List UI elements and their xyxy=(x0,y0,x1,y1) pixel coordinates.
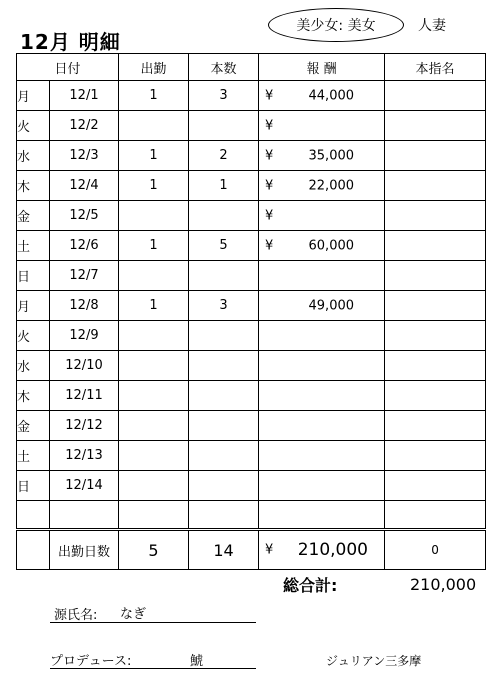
yen-symbol: ¥ xyxy=(265,178,274,193)
yen-symbol: ¥ xyxy=(265,88,274,103)
date-cell: 12/2 xyxy=(50,111,119,141)
count-cell: 2 xyxy=(189,141,259,171)
count-cell xyxy=(189,411,259,441)
stage-name-value: なぎ xyxy=(120,607,147,622)
blank-cell xyxy=(50,501,119,530)
header-attendance: 出勤 xyxy=(119,54,189,81)
pay-cell xyxy=(259,291,385,321)
pay-cell xyxy=(259,141,385,171)
date-cell: 12/3 xyxy=(50,141,119,171)
day-of-week-cell: 土 xyxy=(17,441,50,471)
pay-cell xyxy=(259,411,385,441)
date-cell: 12/13 xyxy=(50,441,119,471)
nomination-cell xyxy=(385,381,486,411)
table-row xyxy=(17,201,486,231)
count-cell xyxy=(189,261,259,291)
total-nomination: 0 xyxy=(385,530,486,570)
pay-amount: 44,000 xyxy=(308,88,355,103)
pay-cell xyxy=(259,231,385,261)
pay-cell xyxy=(259,171,385,201)
attendance-cell xyxy=(119,201,189,231)
total-attendance: 5 xyxy=(119,530,189,570)
count-cell xyxy=(189,441,259,471)
attendance-cell: 1 xyxy=(119,141,189,171)
header-count: 本数 xyxy=(189,54,259,81)
earnings-table xyxy=(16,53,486,570)
count-cell: 5 xyxy=(189,231,259,261)
nomination-cell xyxy=(385,321,486,351)
date-cell: 12/9 xyxy=(50,321,119,351)
day-of-week-cell: 火 xyxy=(17,111,50,141)
blank-cell xyxy=(259,501,385,530)
date-cell: 12/10 xyxy=(50,351,119,381)
attendance-cell xyxy=(119,411,189,441)
pay-cell xyxy=(259,471,385,501)
date-cell: 12/4 xyxy=(50,171,119,201)
blank-cell xyxy=(119,501,189,530)
attendance-cell xyxy=(119,111,189,141)
type-selected-badge: 美少女: 美女 xyxy=(268,8,404,42)
nomination-cell xyxy=(385,171,486,201)
table-header-row xyxy=(17,54,486,81)
page-title: 12月 明細 xyxy=(20,30,121,54)
pay-amount: 22,000 xyxy=(308,178,355,193)
type-alt-label: 人妻 xyxy=(418,18,446,34)
earnings-table-body xyxy=(17,54,486,570)
attendance-cell xyxy=(119,381,189,411)
nomination-cell xyxy=(385,261,486,291)
header-date: 日付 xyxy=(17,54,119,81)
count-cell xyxy=(189,351,259,381)
pay-amount: 60,000 xyxy=(308,238,355,253)
blank-cell xyxy=(189,501,259,530)
attendance-cell xyxy=(119,471,189,501)
pay-amount: 49,000 xyxy=(308,298,355,313)
blank-cell xyxy=(385,501,486,530)
pay-cell xyxy=(259,81,385,111)
day-of-week-cell: 水 xyxy=(17,141,50,171)
pay-cell xyxy=(259,381,385,411)
producer-underline xyxy=(50,668,256,669)
count-cell: 3 xyxy=(189,81,259,111)
header-nomination: 本指名 xyxy=(385,54,486,81)
table-row xyxy=(17,381,486,411)
date-cell: 12/11 xyxy=(50,381,119,411)
attendance-cell xyxy=(119,261,189,291)
yen-symbol: ¥ xyxy=(265,118,274,133)
blank-row xyxy=(17,501,486,530)
day-of-week-cell: 金 xyxy=(17,201,50,231)
pay-cell xyxy=(259,441,385,471)
count-cell: 1 xyxy=(189,171,259,201)
day-of-week-cell: 木 xyxy=(17,381,50,411)
table-row xyxy=(17,321,486,351)
table-row xyxy=(17,141,486,171)
day-of-week-cell: 日 xyxy=(17,261,50,291)
yen-symbol: ¥ xyxy=(265,148,274,163)
nomination-cell xyxy=(385,111,486,141)
stage-name-label: 源氏名: xyxy=(54,608,98,623)
pay-cell xyxy=(259,321,385,351)
shop-name: ジュリアン三多摩 xyxy=(326,654,422,668)
pay-amount: 35,000 xyxy=(308,148,355,163)
date-cell: 12/5 xyxy=(50,201,119,231)
table-row xyxy=(17,171,486,201)
nomination-cell xyxy=(385,351,486,381)
nomination-cell xyxy=(385,141,486,171)
nomination-cell xyxy=(385,81,486,111)
nomination-cell xyxy=(385,441,486,471)
count-cell xyxy=(189,381,259,411)
day-of-week-cell: 月 xyxy=(17,81,50,111)
header-pay: 報 酬 xyxy=(259,54,385,81)
day-of-week-cell: 日 xyxy=(17,471,50,501)
stage-name-underline xyxy=(50,622,256,623)
count-cell xyxy=(189,111,259,141)
table-row xyxy=(17,471,486,501)
day-of-week-cell: 木 xyxy=(17,171,50,201)
attendance-cell: 1 xyxy=(119,81,189,111)
attendance-cell: 1 xyxy=(119,171,189,201)
date-cell: 12/1 xyxy=(50,81,119,111)
nomination-cell xyxy=(385,291,486,321)
date-cell: 12/14 xyxy=(50,471,119,501)
total-count: 14 xyxy=(189,530,259,570)
table-row xyxy=(17,291,486,321)
total-pay xyxy=(259,530,385,570)
day-of-week-cell: 金 xyxy=(17,411,50,441)
attendance-cell xyxy=(119,441,189,471)
totals-label: 出勤日数 xyxy=(50,530,119,570)
table-row xyxy=(17,261,486,291)
date-cell: 12/6 xyxy=(50,231,119,261)
count-cell xyxy=(189,201,259,231)
yen-symbol: ¥ xyxy=(265,208,274,223)
pay-cell xyxy=(259,111,385,141)
count-cell: 3 xyxy=(189,291,259,321)
table-row xyxy=(17,351,486,381)
date-cell: 12/8 xyxy=(50,291,119,321)
table-row xyxy=(17,231,486,261)
grand-total-label: 総合計: xyxy=(283,576,338,595)
pay-cell xyxy=(259,261,385,291)
totals-row xyxy=(17,530,486,570)
nomination-cell xyxy=(385,231,486,261)
pay-amount: 210,000 xyxy=(297,540,369,560)
day-of-week-cell: 水 xyxy=(17,351,50,381)
attendance-cell: 1 xyxy=(119,291,189,321)
totals-empty-cell xyxy=(17,530,50,570)
count-cell xyxy=(189,471,259,501)
day-of-week-cell: 月 xyxy=(17,291,50,321)
table-row xyxy=(17,81,486,111)
producer-value: 鯱 xyxy=(190,654,204,669)
nomination-cell xyxy=(385,471,486,501)
nomination-cell xyxy=(385,201,486,231)
yen-symbol: ¥ xyxy=(265,238,274,253)
date-cell: 12/12 xyxy=(50,411,119,441)
table-row xyxy=(17,411,486,441)
producer-label: プロデュース: xyxy=(50,654,132,669)
table-row xyxy=(17,111,486,141)
date-cell: 12/7 xyxy=(50,261,119,291)
nomination-cell xyxy=(385,411,486,441)
day-of-week-cell: 土 xyxy=(17,231,50,261)
pay-cell xyxy=(259,201,385,231)
count-cell xyxy=(189,321,259,351)
yen-symbol: ¥ xyxy=(265,542,274,558)
grand-total-value: 210,000 xyxy=(410,575,477,594)
blank-cell xyxy=(17,501,50,530)
table-row xyxy=(17,441,486,471)
attendance-cell xyxy=(119,321,189,351)
attendance-cell xyxy=(119,351,189,381)
pay-cell xyxy=(259,351,385,381)
attendance-cell: 1 xyxy=(119,231,189,261)
day-of-week-cell: 火 xyxy=(17,321,50,351)
